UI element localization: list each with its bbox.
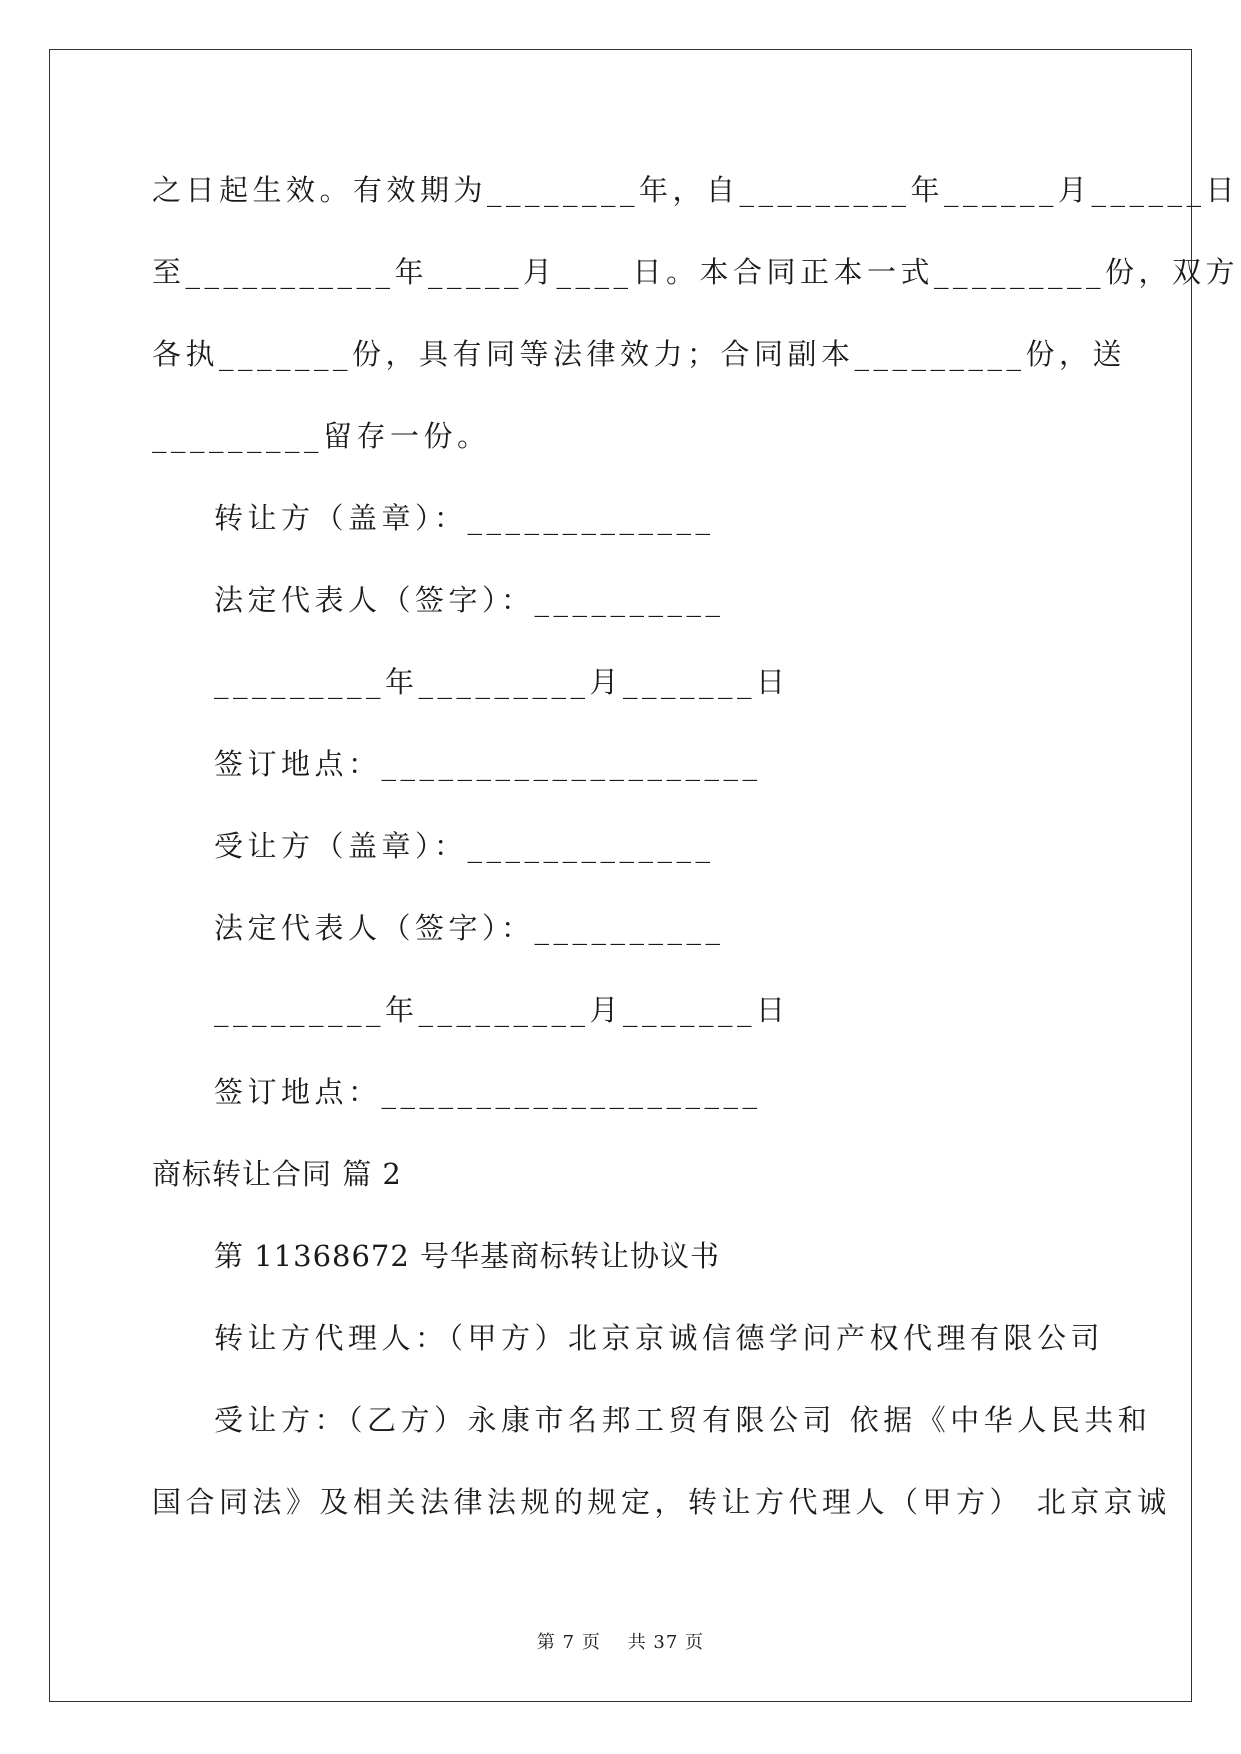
contract-term-line-3: 各执_______份，具有同等法律效力；合同副本_________份，送 (152, 337, 1127, 371)
page-border (49, 49, 1192, 1702)
transferor-date-line: _________年_________月_______日 (214, 665, 790, 699)
body-text-line: 国合同法》及相关法律法规的规定，转让方代理人（甲方） 北京京诚 (152, 1485, 1171, 1519)
transferee-line: 受让方：（乙方）永康市名邦工贸有限公司 依据《中华人民共和 (214, 1403, 1152, 1437)
page-number-footer: 第 7 页 共 37 页 (536, 1632, 705, 1653)
transferee-seal-line: 受让方（盖章）：_____________ (214, 829, 715, 863)
contract-term-line-1: 之日起生效。有效期为________年，自_________年______月______日 (152, 173, 1240, 207)
agreement-title: 第 11368672 号华基商标转让协议书 (214, 1239, 721, 1273)
contract-term-line-4: _________留存一份。 (152, 419, 491, 453)
transferor-representative-line: 法定代表人（签字）：__________ (214, 583, 725, 617)
contract-term-line-2: 至___________年_____月____日。本合同正本一式_________份，双方 (152, 255, 1240, 289)
section-heading: 商标转让合同 篇 2 (152, 1157, 402, 1191)
transferee-representative-line: 法定代表人（签字）：__________ (214, 911, 725, 945)
transferee-date-line: _________年_________月_______日 (214, 993, 790, 1027)
transferor-place-line: 签订地点：____________________ (214, 747, 762, 781)
transferor-seal-line: 转让方（盖章）：_____________ (214, 501, 715, 535)
transferor-agent-line: 转让方代理人：（甲方）北京京诚信德学问产权代理有限公司 (214, 1321, 1105, 1355)
transferee-place-line: 签订地点：____________________ (214, 1075, 762, 1109)
